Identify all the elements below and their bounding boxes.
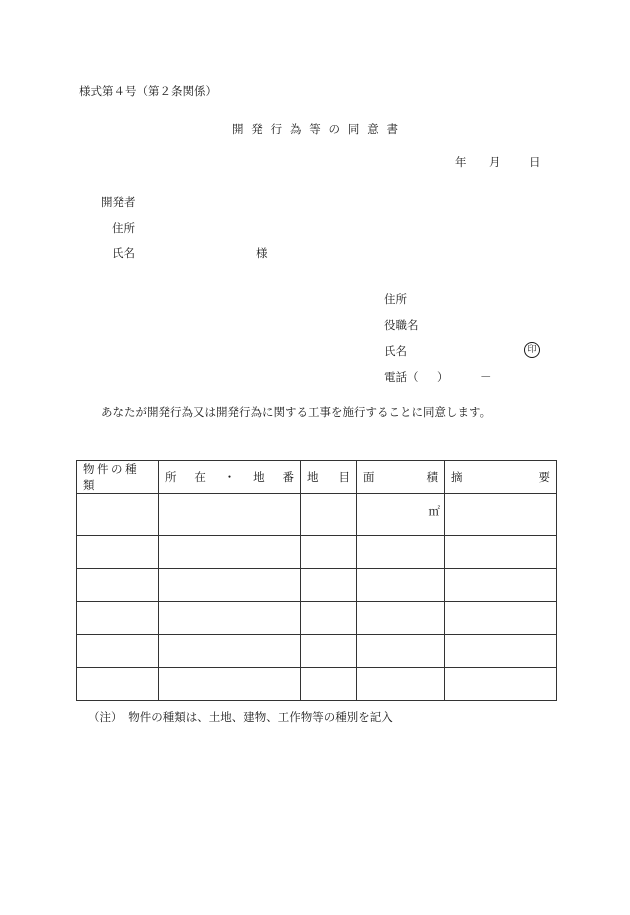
cell-area[interactable] (357, 668, 445, 701)
table-row (77, 635, 557, 668)
cell-area[interactable] (357, 602, 445, 635)
table-row (77, 668, 557, 701)
consent-statement: あなたが開発行為又は開発行為に関する工事を施行することに同意します。 (101, 405, 492, 419)
header-property-type: 物件の種類 (77, 461, 159, 494)
document-title: 開発行為等の同意書 (231, 122, 406, 136)
cell-location[interactable] (159, 602, 301, 635)
cell-land-category[interactable] (301, 635, 357, 668)
cell-property-type[interactable] (77, 602, 159, 635)
cell-area[interactable] (357, 569, 445, 602)
cell-location[interactable] (159, 668, 301, 701)
date-year-label: 年 (455, 155, 467, 169)
form-number: 様式第４号（第２条関係） (79, 84, 217, 98)
table-row (77, 569, 557, 602)
cell-property-type[interactable] (77, 635, 159, 668)
cell-land-category[interactable] (301, 569, 357, 602)
cell-property-type[interactable] (77, 494, 159, 536)
cell-location[interactable] (159, 635, 301, 668)
cell-property-type[interactable] (77, 536, 159, 569)
phone-close-paren: ） (437, 370, 449, 384)
table-row (77, 602, 557, 635)
cell-remarks[interactable] (445, 569, 557, 602)
developer-address-label: 住所 (112, 221, 135, 235)
consenter-phone-label (384, 372, 419, 384)
developer-name-label: 氏名 (112, 246, 135, 260)
date-month-label: 月 (489, 155, 501, 169)
cell-remarks[interactable] (445, 668, 557, 701)
cell-property-type[interactable] (77, 569, 159, 602)
table-row (77, 494, 557, 536)
date-day-label: 日 (529, 155, 541, 169)
consenter-title-label: 役職名 (384, 318, 419, 332)
table-header-row (77, 461, 557, 494)
consenter-name-label: 氏名 (384, 344, 407, 358)
area-unit-label: ㎡ (428, 504, 440, 518)
cell-area[interactable] (357, 536, 445, 569)
consenter-address-label: 住所 (384, 292, 407, 306)
header-remarks: 摘 要 (445, 461, 557, 494)
cell-area[interactable] (357, 494, 445, 536)
cell-property-type[interactable] (77, 668, 159, 701)
header-location: 所 在 ・ 地 番 (159, 461, 301, 494)
cell-location[interactable] (159, 536, 301, 569)
header-area: 面 積 (357, 461, 445, 494)
cell-area[interactable] (357, 635, 445, 668)
table-note: （注） 物件の種類は、土地、建物、工作物等の種別を記入 (88, 710, 393, 724)
cell-land-category[interactable] (301, 602, 357, 635)
seal-mark: 印 (524, 342, 540, 358)
table-row (77, 536, 557, 569)
cell-land-category[interactable] (301, 494, 357, 536)
cell-remarks[interactable] (445, 494, 557, 536)
cell-land-category[interactable] (301, 668, 357, 701)
cell-remarks[interactable] (445, 602, 557, 635)
property-table (76, 460, 557, 701)
developer-honorific: 様 (256, 246, 268, 260)
cell-location[interactable] (159, 494, 301, 536)
phone-open-paren: （ (407, 370, 419, 384)
phone-dash: － (480, 370, 492, 384)
cell-remarks[interactable] (445, 635, 557, 668)
phone-label-text: 電話 (384, 370, 407, 384)
cell-land-category[interactable] (301, 536, 357, 569)
cell-remarks[interactable] (445, 536, 557, 569)
cell-location[interactable] (159, 569, 301, 602)
developer-heading: 開発者 (101, 195, 136, 209)
header-land-category: 地 目 (301, 461, 357, 494)
